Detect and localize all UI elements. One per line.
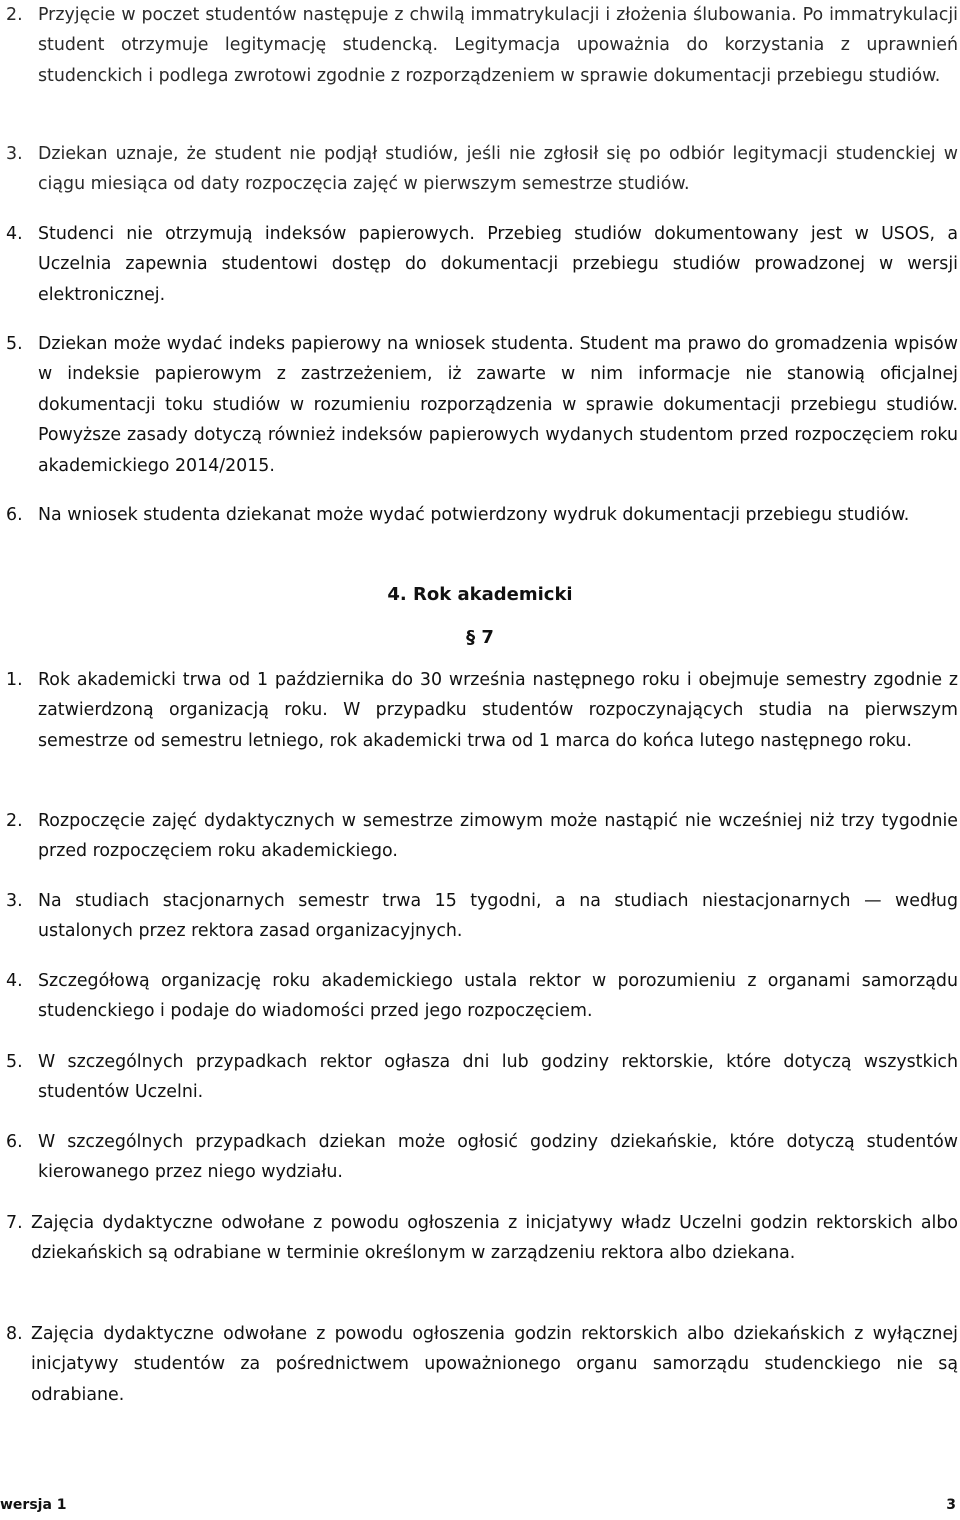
paragraph-text: Studenci nie otrzymują indeksów papierowych. Przebieg studiów dokumentowany jest w USOS, a Uczelnia zapewnia studentowi dostęp do dokumentacji przebiegu studiów prowadzonej w wersji elektronicznej. <box>38 224 958 305</box>
paragraph-number: 1. <box>6 670 23 690</box>
section-paragraph-7 <box>6 1208 958 1269</box>
paragraph-4 <box>6 219 958 310</box>
page-number: 3 <box>946 1497 956 1513</box>
section-paragraph-3 <box>6 886 958 947</box>
section-paragraph-6 <box>6 1127 958 1188</box>
version-label: wersja 1 <box>0 1497 67 1513</box>
paragraph-5 <box>6 329 958 481</box>
paragraph-number: 2. <box>6 811 23 831</box>
paragraph-number: 4. <box>6 224 23 244</box>
paragraph-text: Na wniosek studenta dziekanat może wydać potwierdzony wydruk dokumentacji przebiegu studiów. <box>38 505 910 526</box>
paragraph-2 <box>6 0 958 91</box>
section-paragraph-4 <box>6 966 958 1027</box>
paragraph-number: 6. <box>6 505 23 525</box>
paragraph-number: 5. <box>6 334 23 354</box>
section-paragraph-1 <box>6 665 958 756</box>
paragraph-text: Rozpoczęcie zajęć dydaktycznych w semestrze zimowym może nastąpić nie wcześniej niż trzy tygodnie przed rozpoczęciem roku akademickiego. <box>38 811 958 862</box>
paragraph-number: 3. <box>6 144 23 164</box>
paragraph-3 <box>6 139 958 200</box>
paragraph-number: 7. <box>6 1213 23 1233</box>
paragraph-6 <box>6 500 958 530</box>
paragraph-text: Zajęcia dydaktyczne odwołane z powodu ogłoszenia godzin rektorskich albo dziekańskich z wyłącznej inicjatywy studentów za pośrednictwem upoważnionego organu samorządu studenckiego nie są odrabiane. <box>31 1324 958 1405</box>
paragraph-number: 8. <box>6 1324 23 1344</box>
paragraph-number: 6. <box>6 1132 23 1152</box>
section-heading: 4. Rok akademicki <box>387 584 573 605</box>
paragraph-sign: § 7 <box>466 627 494 648</box>
paragraph-number: 5. <box>6 1052 23 1072</box>
page-footer <box>0 1495 960 1519</box>
section-paragraph-8 <box>6 1319 958 1410</box>
section-paragraph-5 <box>6 1047 958 1108</box>
paragraph-text: Dziekan może wydać indeks papierowy na wniosek studenta. Student ma prawo do gromadzenia wpisów w indeksie papierowym z zastrzeżeniem, iż zawarte w nim informacje nie stanowią oficjalnej dokumentacji toku studiów w rozumieniu rozporządzenia w sprawie dokumentacji przebiegu studiów. Powyższe zasady dotyczą również indeksów papierowych wydanych studentom przed rozpoczęciem roku akademickiego 2014/2015. <box>38 334 958 476</box>
paragraph-text: Przyjęcie w poczet studentów następuje z chwilą immatrykulacji i złożenia ślubowania. Po immatrykulacji student otrzymuje legitymację studencką. Legitymacja upoważnia do korzystania z uprawnień studenckich i podlega zwrotowi zgodnie z rozporządzeniem w sprawie dokumentacji przebiegu studiów. <box>38 5 958 86</box>
paragraph-number: 2. <box>6 5 23 25</box>
paragraph-text: Rok akademicki trwa od 1 października do 30 września następnego roku i obejmuje semestry zgodnie z zatwierdzoną organizacją roku. W przypadku studentów rozpoczynających studia na pierwszym semestrze od semestru letniego, rok akademicki trwa od 1 marca do końca lutego następnego roku. <box>38 670 958 751</box>
paragraph-number: 4. <box>6 971 23 991</box>
paragraph-text: Zajęcia dydaktyczne odwołane z powodu ogłoszenia z inicjatywy władz Uczelni godzin rektorskich albo dziekańskich są odrabiane w terminie określonym w zarządzeniu rektora albo dziekana. <box>31 1213 958 1264</box>
section-paragraph-2 <box>6 806 958 867</box>
paragraph-text: Dziekan uznaje, że student nie podjął studiów, jeśli nie zgłosił się po odbiór legitymacji studenckiej w ciągu miesiąca od daty rozpoczęcia zajęć w pierwszym semestrze studiów. <box>38 144 958 195</box>
paragraph-text: W szczególnych przypadkach dziekan może ogłosić godziny dziekańskie, które dotyczą studentów kierowanego przez niego wydziału. <box>38 1132 958 1183</box>
paragraph-number: 3. <box>6 891 23 911</box>
paragraph-text: Szczegółową organizację roku akademickiego ustala rektor w porozumieniu z organami samorządu studenckiego i podaje do wiadomości przed jego rozpoczęciem. <box>38 971 958 1022</box>
paragraph-text: W szczególnych przypadkach rektor ogłasza dni lub godziny rektorskie, które dotyczą wszystkich studentów Uczelni. <box>38 1052 958 1103</box>
paragraph-text: Na studiach stacjonarnych semestr trwa 15 tygodni, a na studiach niestacjonarnych — według ustalonych przez rektora zasad organizacyjnych. <box>38 891 958 942</box>
